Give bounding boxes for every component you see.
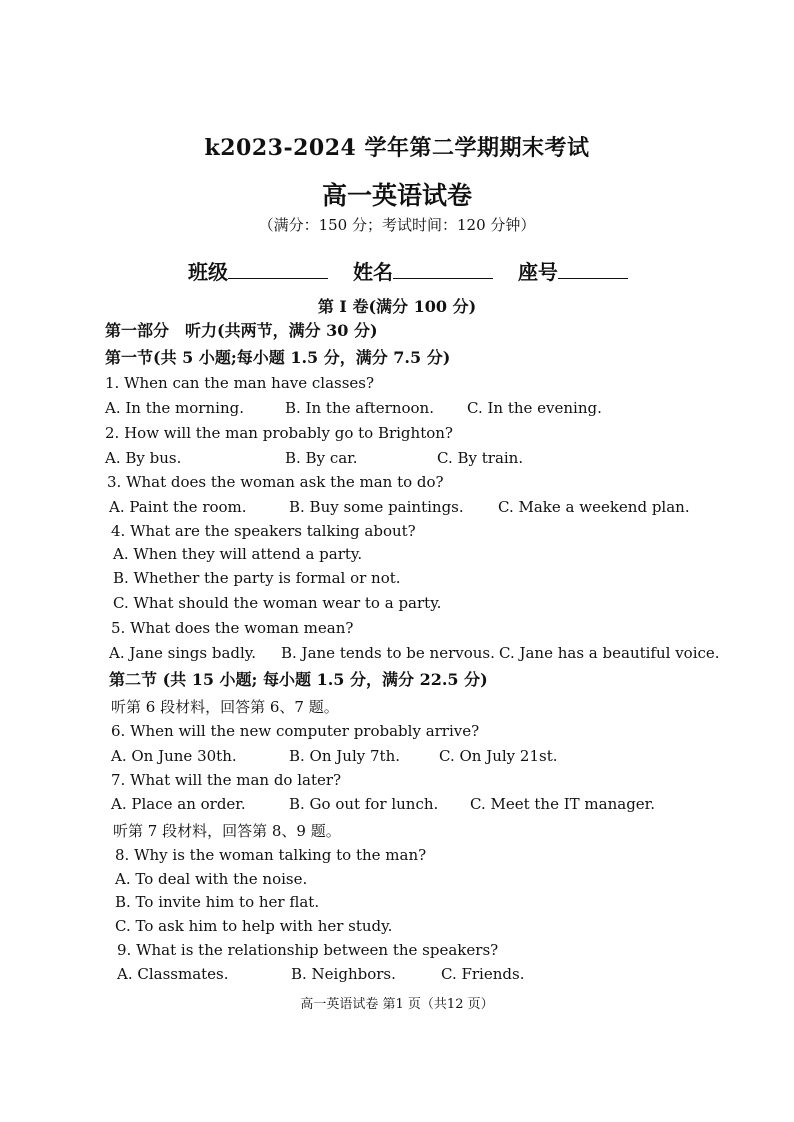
seat-blank[interactable]: [558, 260, 628, 279]
question-1: 1. When can the man have classes?: [105, 374, 375, 392]
q2-option-b[interactable]: B. By car.: [285, 449, 358, 467]
q8-option-c[interactable]: C. To ask him to help with her study.: [115, 917, 393, 935]
q5-option-a[interactable]: A. Jane sings badly.: [109, 644, 257, 662]
q3-option-c[interactable]: C. Make a weekend plan.: [498, 498, 690, 516]
q2-option-c[interactable]: C. By train.: [437, 449, 524, 467]
q6-option-c[interactable]: C. On July 21st.: [439, 747, 558, 765]
q9-option-a[interactable]: A. Classmates.: [117, 965, 229, 983]
question-6: 6. When will the new computer probably arrive?: [111, 722, 480, 740]
q1-option-c[interactable]: C. In the evening.: [467, 399, 602, 417]
q5-option-c[interactable]: C. Jane has a beautiful voice.: [499, 644, 720, 662]
question-2: 2. How will the man probably go to Brighton?: [105, 424, 453, 442]
q1-option-b[interactable]: B. In the afternoon.: [285, 399, 434, 417]
q4-option-b[interactable]: B. Whether the party is formal or not.: [113, 569, 401, 587]
question-3: 3. What does the woman ask the man to do?: [107, 473, 444, 491]
class-field[interactable]: [188, 256, 328, 285]
question-8: 8. Why is the woman talking to the man?: [115, 846, 427, 864]
name-label: 姓名: [352, 260, 393, 284]
name-field[interactable]: [353, 256, 493, 285]
class-blank[interactable]: [228, 260, 328, 279]
material-6-instruction: 听第 6 段材料，回答第 6、7 题。: [111, 698, 339, 716]
q8-option-a[interactable]: A. To deal with the noise.: [115, 870, 308, 888]
student-info-fields: [188, 256, 646, 285]
q1-option-a[interactable]: A. In the morning.: [105, 399, 244, 417]
q7-option-c[interactable]: C. Meet the IT manager.: [470, 795, 655, 813]
q9-option-b[interactable]: B. Neighbors.: [291, 965, 396, 983]
seat-label: 座号: [517, 260, 558, 284]
class-label: 班级: [188, 260, 228, 284]
q3-option-a[interactable]: A. Paint the room.: [109, 498, 247, 516]
question-9: 9. What is the relationship between the speakers?: [117, 941, 499, 959]
question-7: 7. What will the man do later?: [111, 771, 342, 789]
q4-option-a[interactable]: A. When they will attend a party.: [113, 545, 363, 563]
question-5: 5. What does the woman mean?: [111, 619, 354, 637]
question-4: 4. What are the speakers talking about?: [111, 522, 416, 540]
exam-title: k2023-2024 学年第二学期期末考试: [204, 135, 590, 161]
q4-option-c[interactable]: C. What should the woman wear to a party.: [113, 594, 442, 612]
q9-option-c[interactable]: C. Friends.: [441, 965, 525, 983]
section1-heading: 第一节(共 5 小题;每小题 1.5 分，满分 7.5 分): [105, 348, 451, 367]
q2-option-a[interactable]: A. By bus.: [105, 449, 182, 467]
q5-option-b[interactable]: B. Jane tends to be nervous.: [281, 644, 495, 662]
exam-meta: （满分：150 分；考试时间：120 分钟）: [258, 216, 536, 234]
page-footer: 高一英语试卷 第1 页（共12 页）: [300, 997, 494, 1012]
name-blank[interactable]: [393, 260, 493, 279]
part1-heading: 第一部分 听力(共两节，满分 30 分): [105, 321, 378, 340]
volume-heading: 第 I 卷(满分 100 分): [317, 297, 477, 316]
q3-option-b[interactable]: B. Buy some paintings.: [289, 498, 464, 516]
section2-heading: 第二节 (共 15 小题; 每小题 1.5 分，满分 22.5 分): [109, 670, 488, 689]
q7-option-a[interactable]: A. Place an order.: [111, 795, 246, 813]
q6-option-b[interactable]: B. On July 7th.: [289, 747, 400, 765]
q8-option-b[interactable]: B. To invite him to her flat.: [115, 893, 320, 911]
q6-option-a[interactable]: A. On June 30th.: [111, 747, 237, 765]
q7-option-b[interactable]: B. Go out for lunch.: [289, 795, 439, 813]
exam-subtitle: 高一英语试卷: [321, 181, 472, 210]
material-7-instruction: 听第 7 段材料，回答第 8、9 题。: [113, 822, 341, 840]
seat-field[interactable]: [518, 256, 628, 285]
